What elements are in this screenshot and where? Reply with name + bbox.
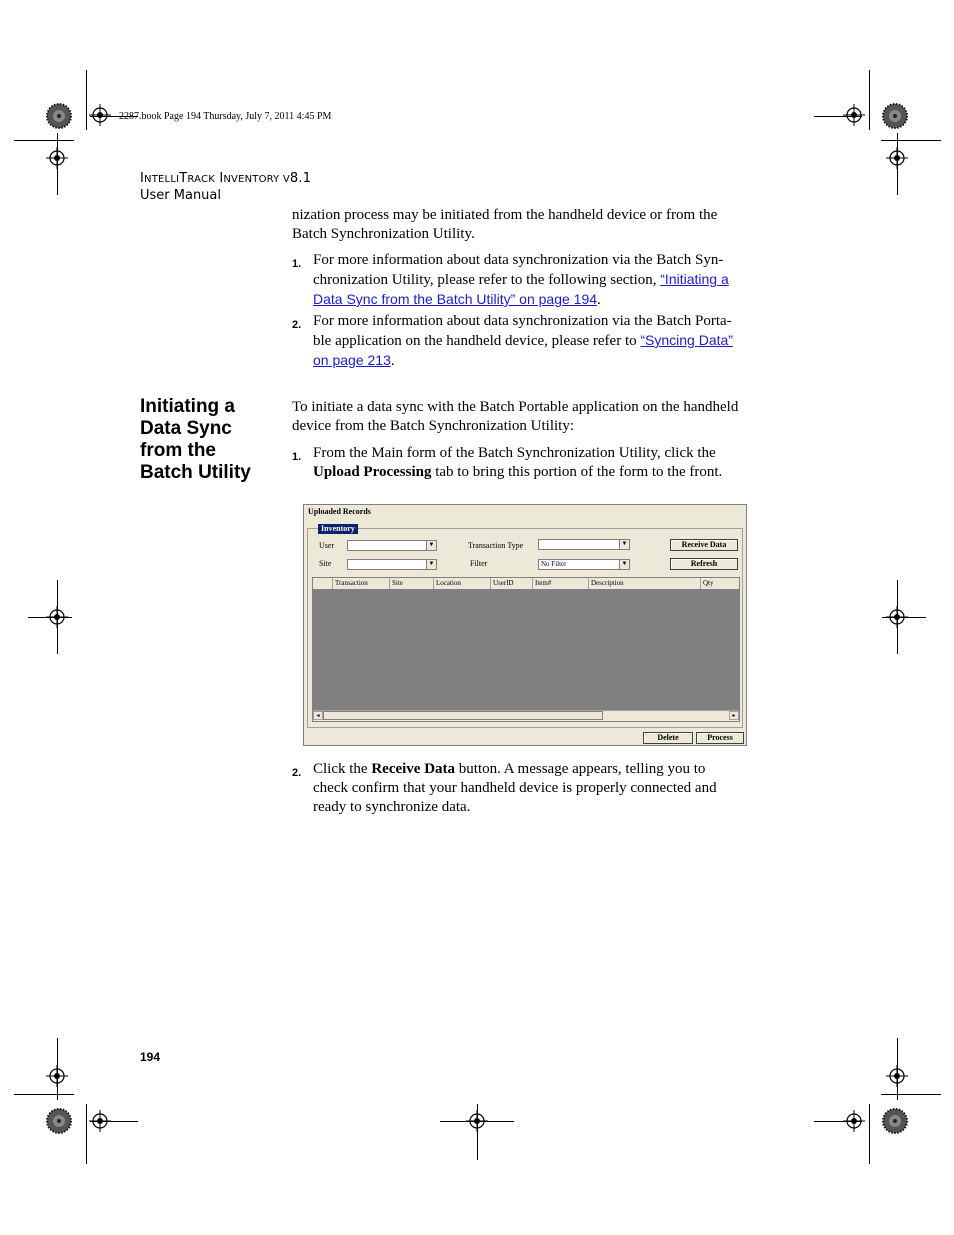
manual-subtitle: User Manual (140, 188, 222, 203)
registration-target-icon (886, 1065, 908, 1087)
page-number: 194 (140, 1050, 161, 1064)
column-header[interactable]: Location (433, 578, 491, 589)
filter-select[interactable]: No Filter ▼ (538, 559, 630, 570)
transaction-type-label: Transaction Type (468, 541, 524, 550)
chevron-down-icon[interactable]: ▼ (619, 560, 629, 569)
chevron-down-icon[interactable]: ▼ (619, 540, 629, 549)
column-header[interactable]: Item# (532, 578, 589, 589)
color-rosette-icon (46, 103, 72, 129)
intro-paragraph: nization process may be initiated from the handheld device or from the Batch Synchronization Utility. (292, 207, 718, 242)
column-header[interactable]: Site (389, 578, 434, 589)
refresh-button[interactable]: Refresh (670, 558, 738, 570)
column-header[interactable]: Qty (700, 578, 739, 589)
color-rosette-icon (46, 1108, 72, 1134)
records-grid[interactable] (312, 577, 740, 722)
section-heading: Initiating a Data Sync from the Batch Utility (140, 396, 251, 483)
user-select[interactable] (347, 540, 437, 551)
column-header[interactable]: UserID (490, 578, 533, 589)
user-label: User (319, 541, 335, 550)
site-label: Site (319, 559, 332, 568)
chevron-down-icon[interactable]: ▼ (426, 541, 436, 550)
chevron-down-icon[interactable]: ▼ (426, 560, 436, 569)
scroll-right-icon[interactable]: ▸ (729, 711, 739, 720)
manual-title: INTELLITRACK INVENTORY V8.1 (140, 171, 312, 186)
transaction-type-select[interactable] (538, 539, 630, 550)
link-syncing-data[interactable]: “Syncing Data” (640, 332, 733, 348)
link-initiating-data-sync[interactable]: “Initiating a (660, 271, 729, 287)
list-item: 2. For more information about data synchronization via the Batch Porta- ble application on the handheld device, please refer to “Syncing Data” on page 213. (292, 313, 733, 369)
filter-label: Filter (470, 559, 488, 568)
registration-target-icon (46, 1065, 68, 1087)
registration-target-icon (843, 104, 865, 126)
registration-target-icon (89, 1110, 111, 1132)
delete-button[interactable]: Delete (643, 732, 693, 744)
link-initiating-data-sync-cont[interactable]: Data Sync from the Batch Utility” on page 194 (313, 291, 598, 307)
registration-target-icon (886, 606, 908, 628)
registration-target-icon (89, 104, 111, 126)
scroll-left-icon[interactable]: ◂ (313, 711, 323, 720)
registration-target-icon (466, 1110, 488, 1132)
registration-target-icon (886, 147, 908, 169)
column-header[interactable]: Description (588, 578, 701, 589)
process-button[interactable]: Process (696, 732, 744, 744)
site-select[interactable] (347, 559, 437, 570)
horizontal-scrollbar[interactable] (313, 710, 739, 721)
registration-target-icon (46, 606, 68, 628)
registration-target-icon (46, 147, 68, 169)
grid-header (313, 578, 739, 590)
tab-inventory[interactable]: Inventory (318, 524, 358, 534)
running-header: 2287.book Page 194 Thursday, July 7, 2011 4:45 PM (119, 111, 332, 122)
registration-target-icon (843, 1110, 865, 1132)
list-item: 1. For more information about data synchronization via the Batch Syn- chronization Utility, please refer to the following section, “Initiating a Data Sync from the Batch Utility” on page 194. (292, 252, 729, 308)
section-intro: To initiate a data sync with the Batch Portable application on the handheld device from the Batch Synchronization Utility: (292, 399, 739, 434)
list-item: 2. Click the Receive Data button. A message appears, telling you to check confirm that your handheld device is properly connected and ready to synchronize data. (292, 761, 717, 815)
color-rosette-icon (882, 103, 908, 129)
scroll-thumb[interactable] (323, 711, 603, 720)
window-title: Uploaded Records (308, 507, 371, 516)
link-syncing-data-cont[interactable]: on page 213 (313, 352, 391, 368)
upload-processing-screenshot (303, 504, 747, 746)
list-item: 1. From the Main form of the Batch Synchronization Utility, click the Upload Processing tab to bring this portion of the form to the front. (292, 445, 723, 480)
receive-data-button[interactable]: Receive Data (670, 539, 738, 551)
color-rosette-icon (882, 1108, 908, 1134)
column-header[interactable]: Transaction (332, 578, 390, 589)
